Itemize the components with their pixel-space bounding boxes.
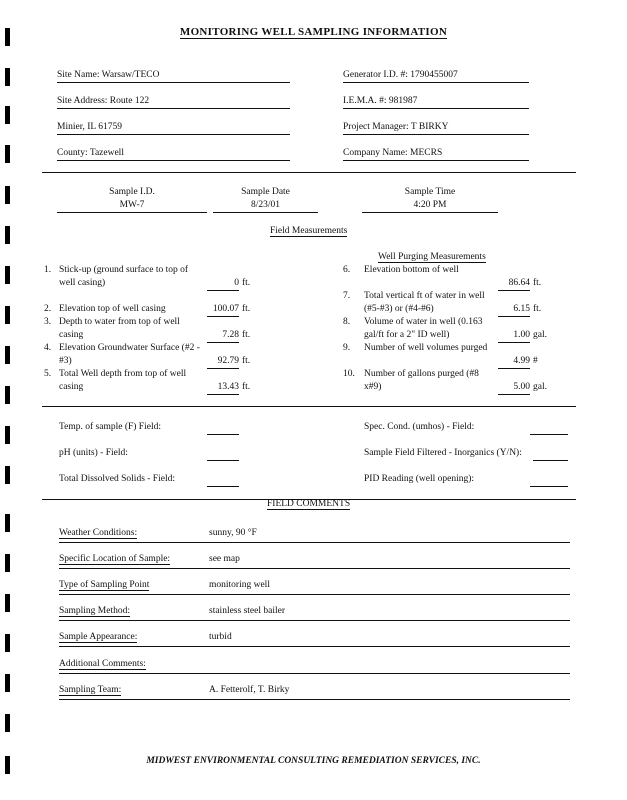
measurement-label-cont: casing	[59, 330, 84, 340]
sample-time-value: 4:20 PM	[362, 200, 498, 213]
comment-label-text: Sampling Team:	[59, 685, 122, 695]
punch-hole	[5, 186, 10, 204]
measurement-value: 86.64	[498, 278, 530, 291]
comment-label	[59, 685, 121, 695]
page-title-text: MONITORING WELL SAMPLING INFORMATION	[179, 26, 448, 38]
measurement-label-cont: gal/ft for a 2" ID well)	[364, 330, 450, 340]
comment-label-text: Specific Location of Sample:	[59, 554, 171, 564]
iema-field	[343, 96, 529, 109]
measurement-unit: ft.	[242, 330, 251, 340]
measurement-label: Number of gallons purged (#8	[364, 369, 479, 379]
measurement-label: Depth to water from top of well	[59, 317, 180, 327]
county-field	[57, 148, 290, 161]
measurement-label-cont: (#5-#3) or (#4-#6)	[364, 304, 434, 314]
param-blank	[207, 460, 239, 461]
punch-hole	[5, 714, 10, 732]
punch-hole	[5, 426, 10, 444]
punch-hole	[5, 514, 10, 532]
measurement-label: Number of well volumes purged	[364, 343, 488, 353]
item-number: 6.	[343, 265, 351, 275]
measurement-unit: gal.	[533, 382, 547, 392]
punch-hole	[5, 266, 10, 284]
measurement-value: 5.00	[498, 382, 530, 395]
company-footer: MIDWEST ENVIRONMENTAL CONSULTING REMEDIATION SERVICES, INC.	[146, 756, 481, 766]
comment-line	[59, 568, 570, 569]
punch-hole	[5, 386, 10, 404]
item-number: 1.	[44, 265, 52, 275]
punch-hole	[5, 554, 10, 572]
measurement-value: 92.79	[207, 356, 239, 369]
measurement-value: 1.00	[498, 330, 530, 343]
measurement-label-cont: #3)	[59, 356, 72, 366]
measurement-label: Elevation top of well casing	[59, 304, 166, 314]
county-text: County: Tazewell	[57, 148, 124, 158]
comment-label-text: Weather Conditions:	[59, 528, 138, 538]
comment-label	[59, 632, 137, 642]
project-manager-field	[343, 122, 529, 135]
measurement-label-cont: casing	[59, 382, 84, 392]
comment-label	[59, 659, 146, 669]
page-title	[0, 26, 627, 38]
well-purging-heading-text: Well Purging Measurements	[378, 252, 486, 262]
comment-label	[59, 580, 149, 590]
comment-line	[59, 594, 570, 595]
sample-id-label: Sample I.D.	[109, 187, 155, 197]
measurement-unit: ft.	[533, 304, 542, 314]
measurement-label: Total vertical ft of water in well	[364, 291, 485, 301]
comment-value: see map	[209, 554, 240, 564]
divider	[42, 172, 576, 173]
comment-line	[59, 542, 570, 543]
punch-hole	[5, 466, 10, 484]
punch-hole	[5, 674, 10, 692]
item-number: 7.	[343, 291, 351, 301]
punch-hole	[5, 634, 10, 652]
punch-hole	[5, 594, 10, 612]
param-label: PID Reading (well opening):	[364, 474, 475, 484]
generator-id-text: Generator I.D. #: 1790455007	[343, 70, 458, 80]
param-label: Temp. of sample (F) Field:	[59, 422, 161, 432]
comment-line	[59, 646, 570, 647]
measurement-label: Elevation Groundwater Surface (#2 -	[59, 343, 200, 353]
sample-id-value: MW-7	[57, 200, 207, 213]
site-address-field	[57, 96, 290, 109]
param-blank	[530, 434, 568, 435]
measurement-label: Volume of water in well (0.163	[364, 317, 483, 327]
comment-label-text: Type of Sampling Point	[59, 580, 150, 590]
measurement-label: Elevation bottom of well	[364, 265, 459, 275]
item-number: 4.	[44, 343, 52, 353]
well-purging-heading	[378, 252, 486, 262]
measurement-unit: ft.	[242, 278, 251, 288]
comment-value: sunny, 90 °F	[209, 528, 257, 538]
project-manager-text: Project Manager: T BIRKY	[343, 122, 449, 132]
item-number: 10.	[343, 369, 355, 379]
punch-hole	[5, 68, 10, 86]
measurement-value: 13.43	[207, 382, 239, 395]
city-field	[57, 122, 290, 135]
measurement-value: 0	[207, 278, 239, 291]
param-blank	[533, 460, 568, 461]
measurement-value: 7.28	[207, 330, 239, 343]
site-name-text: Site Name: Warsaw/TECO	[57, 70, 160, 80]
comment-value: stainless steel bailer	[209, 606, 285, 616]
punch-hole	[5, 226, 10, 244]
punch-hole	[5, 145, 10, 163]
measurement-unit: gal.	[533, 330, 547, 340]
item-number: 8.	[343, 317, 351, 327]
param-blank	[207, 434, 239, 435]
field-measurements-heading	[270, 226, 347, 236]
site-address-text: Site Address: Route 122	[57, 96, 150, 106]
divider	[42, 406, 576, 407]
sample-date-label: Sample Date	[241, 187, 290, 197]
generator-id-field	[343, 70, 529, 83]
measurement-label: Total Well depth from top of well	[59, 369, 187, 379]
punch-hole	[5, 106, 10, 124]
company-name-field	[343, 148, 529, 161]
param-blank	[530, 486, 568, 487]
comment-label	[59, 554, 170, 564]
comment-line	[59, 699, 570, 700]
measurement-value: 4.99	[498, 356, 530, 369]
item-number: 3.	[44, 317, 52, 327]
comment-value: monitoring well	[209, 580, 270, 590]
measurement-unit: ft.	[242, 382, 251, 392]
comment-label-text: Sampling Method:	[59, 606, 130, 616]
punch-hole	[5, 306, 10, 324]
comment-line	[59, 620, 570, 621]
punch-hole	[5, 346, 10, 364]
sample-time-label: Sample Time	[404, 187, 456, 197]
measurement-value: 100.07	[207, 304, 239, 317]
measurement-unit: #	[533, 356, 538, 366]
param-label: pH (units) - Field:	[59, 448, 128, 458]
comment-value: turbid	[209, 632, 232, 642]
field-comments-heading	[267, 499, 350, 509]
comment-label	[59, 528, 137, 538]
comment-label-text: Sample Appearance:	[59, 632, 138, 642]
measurement-value: 6.15	[498, 304, 530, 317]
measurement-label: Stick-up (ground surface to top of	[59, 265, 189, 275]
comment-value: A. Fetterolf, T. Birky	[209, 685, 290, 695]
city-text: Minier, IL 61759	[57, 122, 122, 132]
sample-date-value: 8/23/01	[213, 200, 318, 213]
iema-text: I.E.M.A. #: 981987	[343, 96, 418, 106]
item-number: 5.	[44, 369, 52, 379]
comment-line	[59, 673, 570, 674]
param-label: Total Dissolved Solids - Field:	[59, 474, 175, 484]
field-comments-heading-text: FIELD COMMENTS	[267, 499, 351, 509]
comment-label	[59, 606, 130, 616]
company-name-text: Company Name: MECRS	[343, 148, 443, 158]
param-blank	[207, 486, 239, 487]
field-measurements-heading-text: Field Measurements	[270, 226, 348, 236]
param-label: Sample Field Filtered - Inorganics (Y/N):	[364, 448, 522, 458]
site-name-field	[57, 70, 290, 83]
measurement-label-cont: x#9)	[364, 382, 382, 392]
comment-label-text: Additional Comments:	[59, 659, 146, 669]
item-number: 9.	[343, 343, 351, 353]
measurement-unit: ft.	[242, 356, 251, 366]
measurement-label-cont: well casing)	[59, 278, 106, 288]
param-label: Spec. Cond. (umhos) - Field:	[364, 422, 475, 432]
measurement-unit: ft.	[242, 304, 251, 314]
item-number: 2.	[44, 304, 52, 314]
measurement-unit: ft.	[533, 278, 542, 288]
